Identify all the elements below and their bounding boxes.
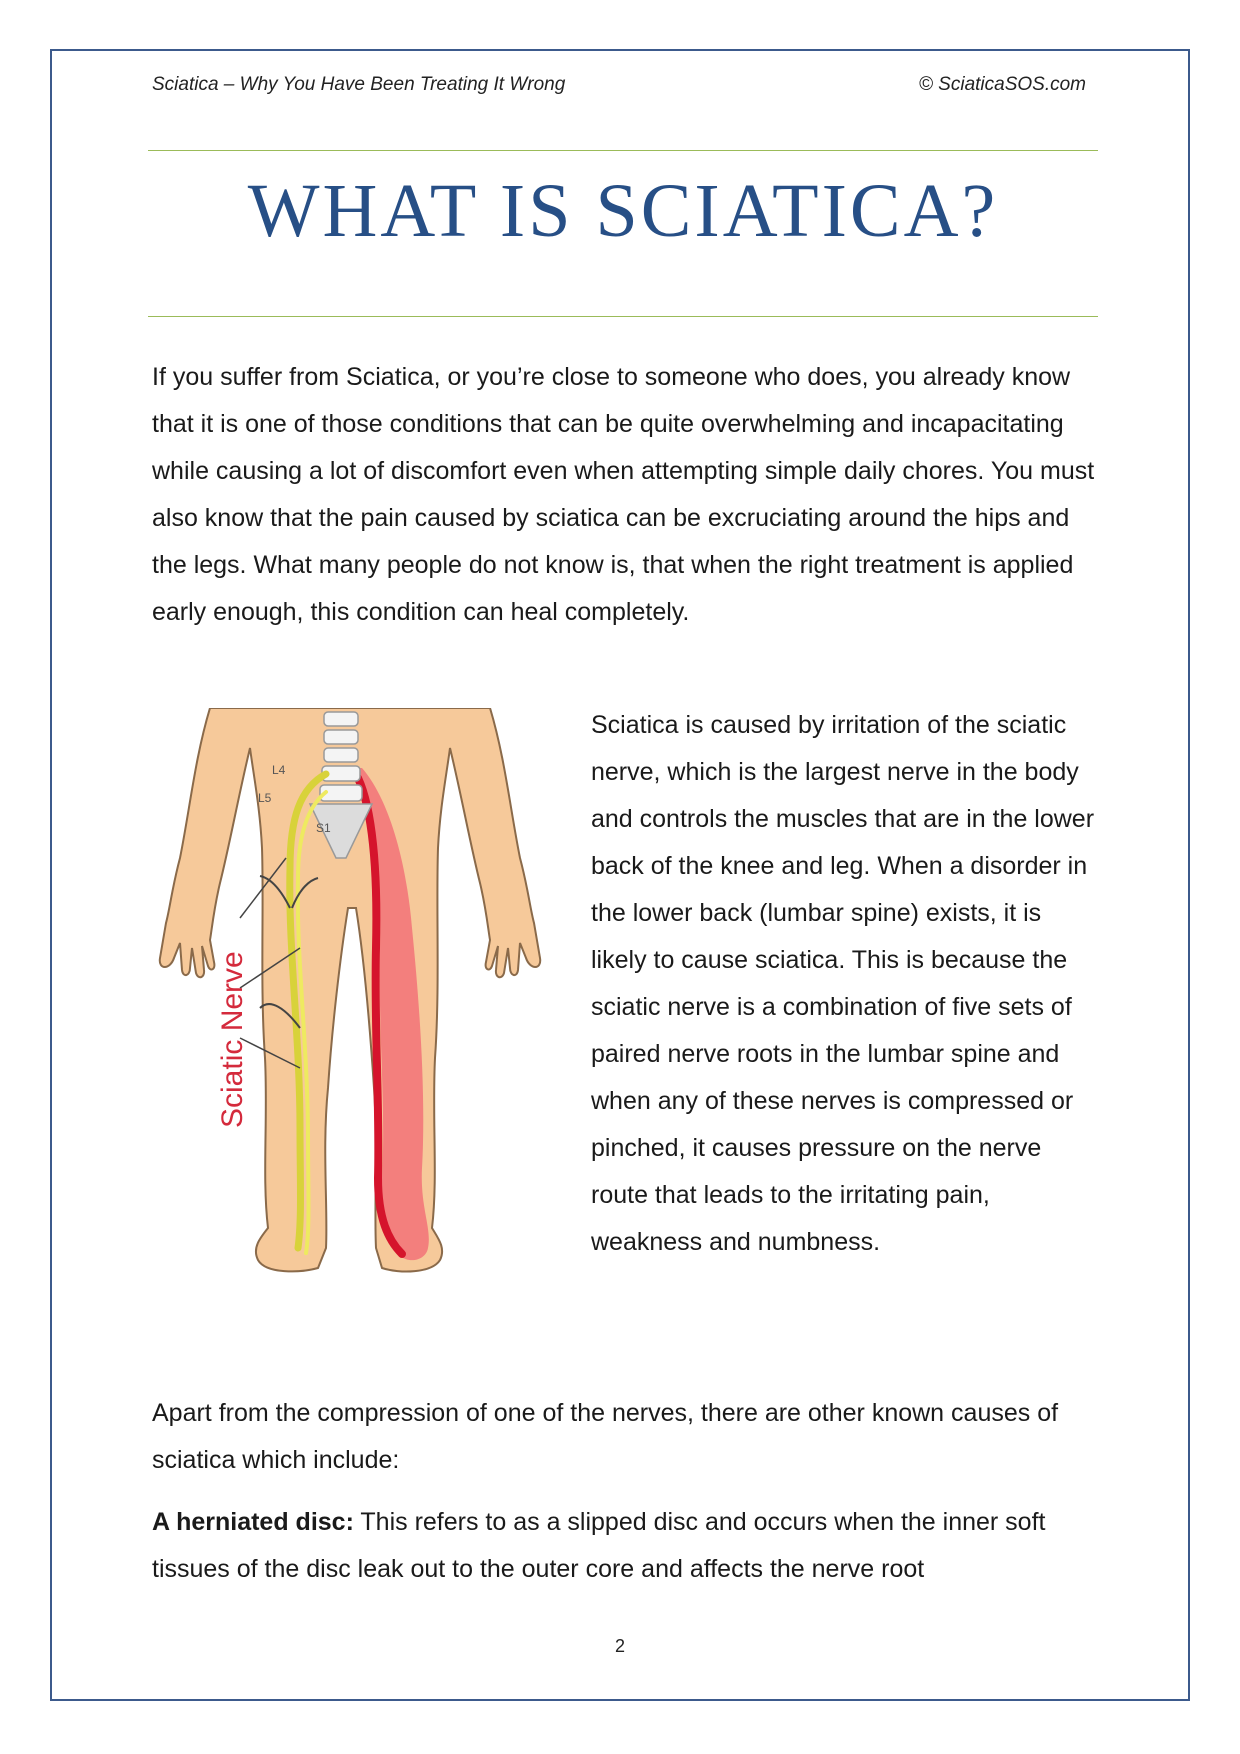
cause-paragraph: Sciatica is caused by irritation of the sciatic nerve, which is the largest nerve in the body and controls the muscles that are in the lower back of the knee and leg. When a disorder in the lower back (lumbar spine) exists, it is likely to cause sciatica. This is because the sciatic nerve is a combination of five sets of paired nerve roots in the lumbar spine and when any of these nerves is compressed or pinched, it causes pressure on the nerve route that leads to the irritating pain, weakness and numbness. — [591, 711, 1095, 1256]
sciatic-nerve-label: Sciatic Nerve — [216, 951, 249, 1128]
running-header-copyright: © SciaticaSOS.com — [918, 74, 1086, 95]
sciatic-nerve-illustration — [150, 708, 570, 1288]
page-title: WHAT IS SCIATICA? — [247, 169, 999, 253]
level-label-l5: L5 — [258, 791, 272, 805]
intro-paragraph: If you suffer from Sciatica, or you’re close to someone who does, you already know that it is one of those conditions that can be quite overwhelming and incapacitating while causing a lot of discomfort even when attempting simple daily chores. You must also know that the pain caused by sciatica can be excruciating around the hips and the legs. What many people do not know is, that when the right treatment is applied early enough, this condition can heal completely. — [152, 363, 1095, 626]
title-divider — [148, 316, 1098, 317]
page-number: 2 — [614, 1636, 625, 1656]
herniated-disc-paragraph — [152, 1499, 1102, 1593]
herniated-disc-text: This refers to as a slipped disc and occurs when the inner soft tissues of the disc leak out to the outer core and affects the nerve root — [152, 1508, 1046, 1583]
herniated-disc-term: A herniated disc: — [152, 1508, 354, 1536]
level-label-l4: L4 — [272, 763, 286, 777]
top-divider — [148, 150, 1098, 151]
other-causes-paragraph: Apart from the compression of one of the nerves, there are other known causes of sciatica which include: — [152, 1399, 1059, 1474]
level-label-s1: S1 — [316, 821, 331, 835]
running-header-title: Sciatica – Why You Have Been Treating It Wrong — [152, 74, 566, 95]
